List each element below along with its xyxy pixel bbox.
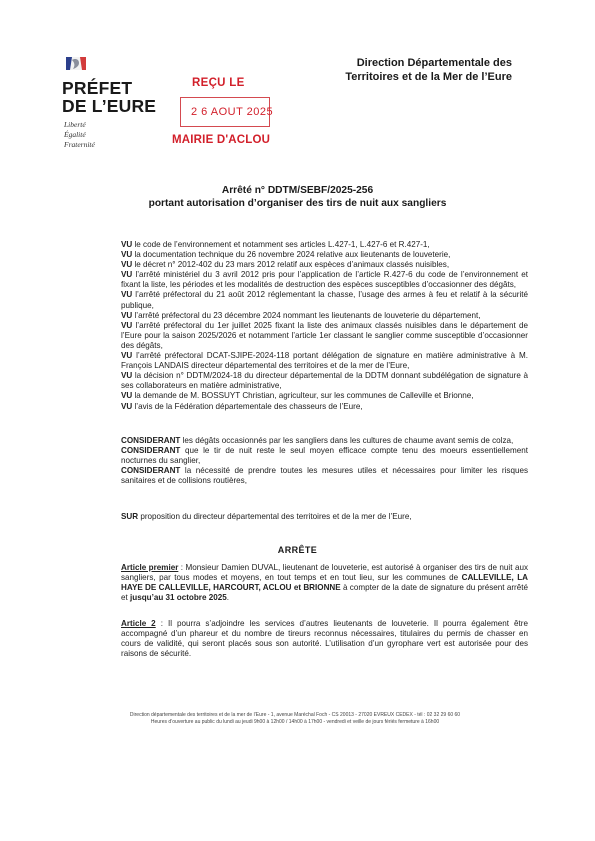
stamp-mairie-label: MAIRIE D'ACLOU [172, 134, 271, 146]
article-premier-label: Article premier [121, 563, 179, 572]
visa-label: VU [121, 260, 133, 270]
visa-item [121, 290, 528, 310]
considerants-list [121, 436, 528, 486]
prefecture-name [62, 79, 156, 115]
considerant-label: CONSIDERANT [121, 446, 181, 456]
proposal-label: SUR [121, 512, 139, 521]
visa-text: l’avis de la Fédération départementale des chasseurs de l’Eure, [134, 401, 363, 411]
visa-text: le décret n° 2012-402 du 23 mars 2012 relatif aux espèces d’animaux classés nuisibles, [134, 260, 450, 270]
footer-line1: Direction départementale des territoires et de la mer de l’Eure - 1, avenue Maréchal Foch - CS 20013 - 27020 EVREUX CEDEX - tél : 02 32 29 60 60 [129, 712, 461, 718]
marianne-flag-logo [66, 57, 86, 70]
considerant-item [121, 446, 528, 466]
article-2 [121, 619, 528, 659]
visa-text: l’arrêté ministériel du 3 avril 2012 pris pour l’application de l’article R.427-6 du code de l’environnement et fixant la liste, les périodes et les modalités de destruction des espèces susceptibles d’occasionner des dégâts, [121, 270, 529, 290]
motto-fraternite: Fraternité [64, 140, 95, 149]
considerant-text: les dégâts occasionnés par les sangliers dans les cultures de chaume avant semis de colza, [182, 436, 514, 445]
prefecture-name-line1: PRÉFET [62, 78, 133, 98]
motto-egalite: Égalité [64, 130, 86, 139]
visa-label: VU [121, 270, 133, 280]
direction-line2: Territoires et de la Mer de l’Eure [345, 71, 512, 83]
visa-label: VU [121, 290, 133, 300]
arrete-heading: ARRÊTE [277, 545, 318, 555]
visa-label: VU [121, 351, 133, 361]
visa-item [121, 371, 528, 391]
visa-text: l’arrêté préfectoral du 1er juillet 2025 fixant la liste des animaux classés nuisibles dans le département de l’Eure pour la saison 2025/2026 et notamment l’article 1er classant le sanglier comme susceptible d’occasionner des dégâts, [121, 320, 528, 350]
visa-item [121, 260, 528, 270]
visa-text: la décision n° DDTM/2024-18 du directeur départemental de la DDTM donnant subdélégation de signature à ses collaborateurs en matière administrative, [121, 371, 529, 391]
article-2-text: : Il pourra s’adjoindre les services d’autres lieutenants de louveterie. Il pourra également être accompagné d’un phareur et du nombre de tireurs reconnus nécessaires, titulaires du permis de chasser en cours de validité, qui seront placés sous son autorité. L’utilisation d’un gyrophare vert est autorisée pour des raisons de sécurité. [121, 619, 528, 659]
article-premier-communes: CALLEVILLE, LA HAYE DE CALLEVILLE, HARCOURT, ACLOU et BRIONNE [121, 573, 528, 593]
direction-line1: Direction Départementale des [356, 57, 512, 69]
visa-label: VU [121, 391, 133, 401]
visa-item [121, 311, 528, 321]
proposal-text: proposition du directeur départemental des territoires et de la mer de l’Eure, [140, 512, 412, 521]
visa-label: VU [121, 371, 133, 381]
visa-label: VU [121, 401, 133, 411]
footer-address [75, 712, 515, 726]
visa-text: l’arrêté préfectoral du 21 août 2012 réglementant la chasse, l’usage des armes à feu et relatif à la sécurité publique, [121, 290, 528, 310]
issuing-direction [312, 56, 512, 84]
stamp-date: 2 6 AOUT 2025 [191, 106, 274, 118]
visa-label: VU [121, 250, 133, 260]
proposal-paragraph [121, 512, 528, 522]
visa-text: l’arrêté préfectoral DCAT-SJIPE-2024-118 portant délégation de signature en matière administrative à M. François LANDAIS directeur départemental des territoires et de la mer de l’Eure, [121, 351, 529, 371]
article-premier-text-2: à compter de la date de signature du présent arrêté et [121, 583, 528, 603]
visa-item [121, 250, 528, 260]
considerant-text: la nécessité de prendre toutes les mesures utiles et nécessaires pour limiter les risques sanitaires et de collisions routières, [121, 466, 529, 486]
stamp-received-label: REÇU LE [192, 77, 245, 89]
visa-text: le code de l’environnement et notamment ses articles L.427-1, L.427-6 et R.427-1, [134, 240, 430, 249]
considerant-text: que le tir de nuit reste le seul moyen efficace compte tenu des moeurs essentiellement nocturnes du sanglier, [121, 446, 528, 466]
article-premier-text-3: . [226, 593, 229, 603]
considerant-item [121, 436, 528, 446]
visa-item [121, 351, 528, 371]
visa-text: la demande de M. BOSSUYT Christian, agriculteur, sur les communes de Calleville et Brionne, [134, 391, 474, 401]
visa-item [121, 270, 528, 290]
motto-liberte: Liberté [64, 120, 86, 129]
article-premier-text-1: : Monsieur Damien DUVAL, lieutenant de louveterie, est autorisé à organiser des tirs de nuit aux sangliers, par tous modes et moyens, en tout temps et en tout lieu, sur les communes de [121, 563, 528, 583]
decree-subject: portant autorisation d’organiser des tirs de nuit aux sangliers [148, 198, 447, 209]
visa-label: VU [121, 240, 133, 249]
visa-item [121, 240, 528, 250]
footer-line2: Heures d’ouverture au public du lundi au jeudi 9h00 à 12h00 / 14h00 à 17h00 - vendredi et veille de jours fériés fermeture à 16h00 [150, 719, 440, 725]
visa-item [121, 402, 528, 412]
visa-text: la documentation technique du 26 novembre 2024 relative aux lieutenants de louveterie, [134, 250, 451, 260]
article-premier-end-date: jusqu’au 31 octobre 2025 [130, 593, 227, 603]
prefecture-name-line2: DE L’EURE [62, 96, 157, 116]
visa-text: l’arrêté préfectoral du 23 décembre 2024 nommant les lieutenants de louveterie du département, [134, 310, 481, 320]
article-premier [121, 563, 528, 603]
visa-item [121, 321, 528, 351]
decree-number: Arrêté n° DDTM/SEBF/2025-256 [221, 185, 374, 196]
considerant-item [121, 466, 528, 486]
article-2-label: Article 2 [121, 619, 156, 628]
considerant-label: CONSIDERANT [121, 436, 181, 445]
visa-item [121, 391, 528, 401]
visa-label: VU [121, 320, 133, 330]
considerant-label: CONSIDERANT [121, 466, 181, 476]
visas-list [121, 240, 528, 412]
republic-motto [64, 120, 95, 150]
visa-label: VU [121, 310, 133, 320]
